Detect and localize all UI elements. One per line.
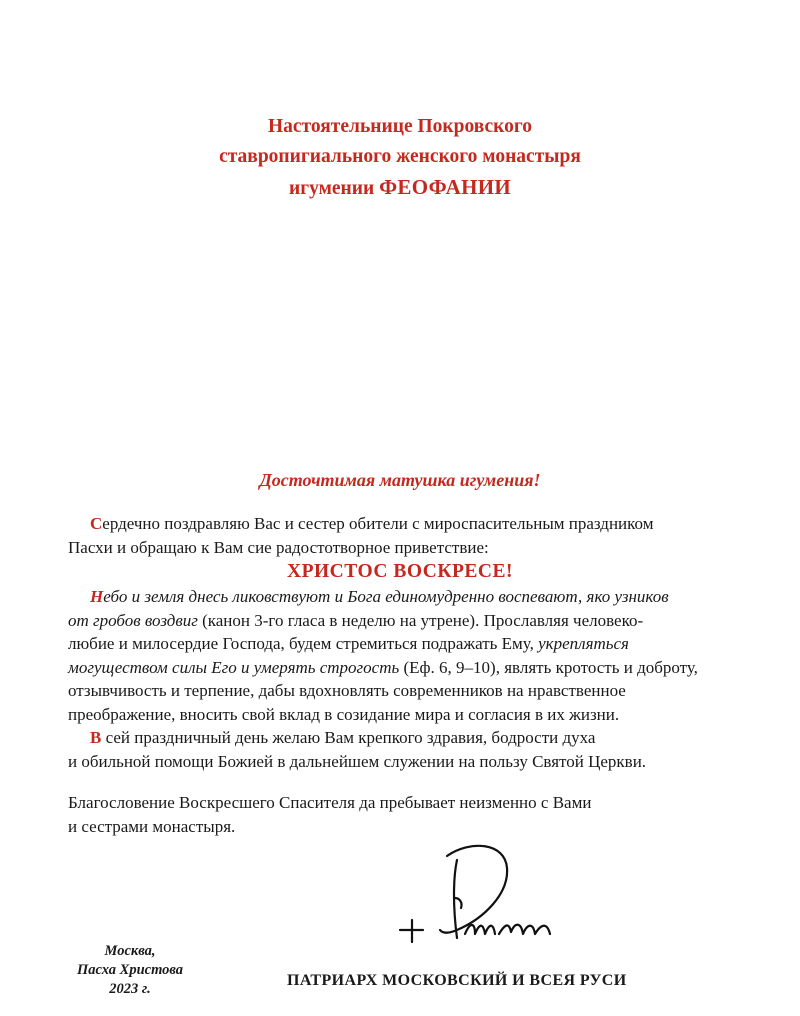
signatory-title: ПАТРИАРХ МОСКОВСКИЙ И ВСЕЯ РУСИ (287, 972, 627, 989)
drop-cap: Н (90, 587, 104, 606)
text-run: Благословение Воскресшего Спасителя да пребывает неизменно с Вами (68, 793, 592, 812)
text-run (68, 609, 643, 633)
text-run: (канон 3-го гласа в неделю на утрене). Прославляя человеко- (202, 610, 644, 630)
paragraph-2-line-5: отзывчивость и терпение, дабы вдохновлять современников на нравственное (68, 681, 626, 700)
paragraph-4-line-2: и сестрами монастыря. (68, 816, 236, 836)
drop-cap: В (90, 728, 102, 747)
paragraph-1-start (68, 512, 653, 536)
handwritten-signature (395, 838, 585, 958)
text-run: любие и милосердие Господа, будем стремиться подражать Ему, (68, 634, 534, 653)
text-run (68, 632, 629, 656)
drop-cap: С (90, 514, 103, 533)
italic-quote: могуществом силы Его и умерять строгость (68, 657, 400, 677)
paragraph-2-line-1 (68, 585, 732, 609)
paragraph-2-line-4 (68, 656, 732, 680)
italic-quote: укрепляться (538, 634, 629, 653)
paragraph-4-line-1 (68, 791, 732, 815)
occasion: Пасха Христова (76, 962, 184, 978)
paragraph-1-line-2: Пасхи и обращаю к Вам сие радостотворное приветствие: (68, 537, 489, 557)
place-date-block (40, 942, 220, 999)
text-run: сей праздничный день желаю Вам крепкого здравия, бодрости духа (105, 728, 596, 747)
paragraph-2-start (68, 585, 669, 609)
paragraph-2-line-6: преображение, вносить свой вклад в созидание мира и согласия в их жизни. (68, 704, 620, 724)
salutation: Досточтимая матушка игумения! (259, 470, 541, 490)
paragraph-2-line-2 (68, 609, 732, 633)
text-run (68, 656, 698, 680)
paragraph-3-start (68, 726, 595, 750)
addressee-name: ФЕОФАНИИ (379, 175, 512, 199)
year: 2023 г. (109, 981, 151, 997)
city: Москва, (104, 943, 156, 959)
text-run: ебо и земля днесь ликовствуют и Бога единомудренно воспевают, яко узников (103, 587, 669, 606)
addressee-line-3 (100, 172, 700, 204)
addressee-line-1: Настоятельнице Покровского (267, 116, 533, 137)
easter-greeting: ХРИСТОС ВОСКРЕСЕ! (287, 561, 513, 582)
addressee-line-2: ставропигиального женского монастыря (219, 146, 581, 167)
paragraph-3-line-1 (68, 726, 732, 750)
addressee-title: игумении (288, 178, 375, 199)
text-run: (Еф. 6, 9–10), являть кротость и доброту, (403, 657, 698, 677)
paragraph-2-line-3 (68, 632, 732, 656)
paragraph-1-line-1 (68, 512, 732, 536)
italic-quote: от гробов воздвиг (68, 610, 198, 630)
letter-body (68, 512, 732, 838)
paragraph-3-line-2: и обильной помощи Божией в дальнейшем служении на пользу Святой Церкви. (68, 751, 647, 771)
text-run: ердечно поздравляю Вас и сестер обители с мироспасительным праздником (102, 514, 654, 533)
addressee-block (100, 112, 700, 204)
